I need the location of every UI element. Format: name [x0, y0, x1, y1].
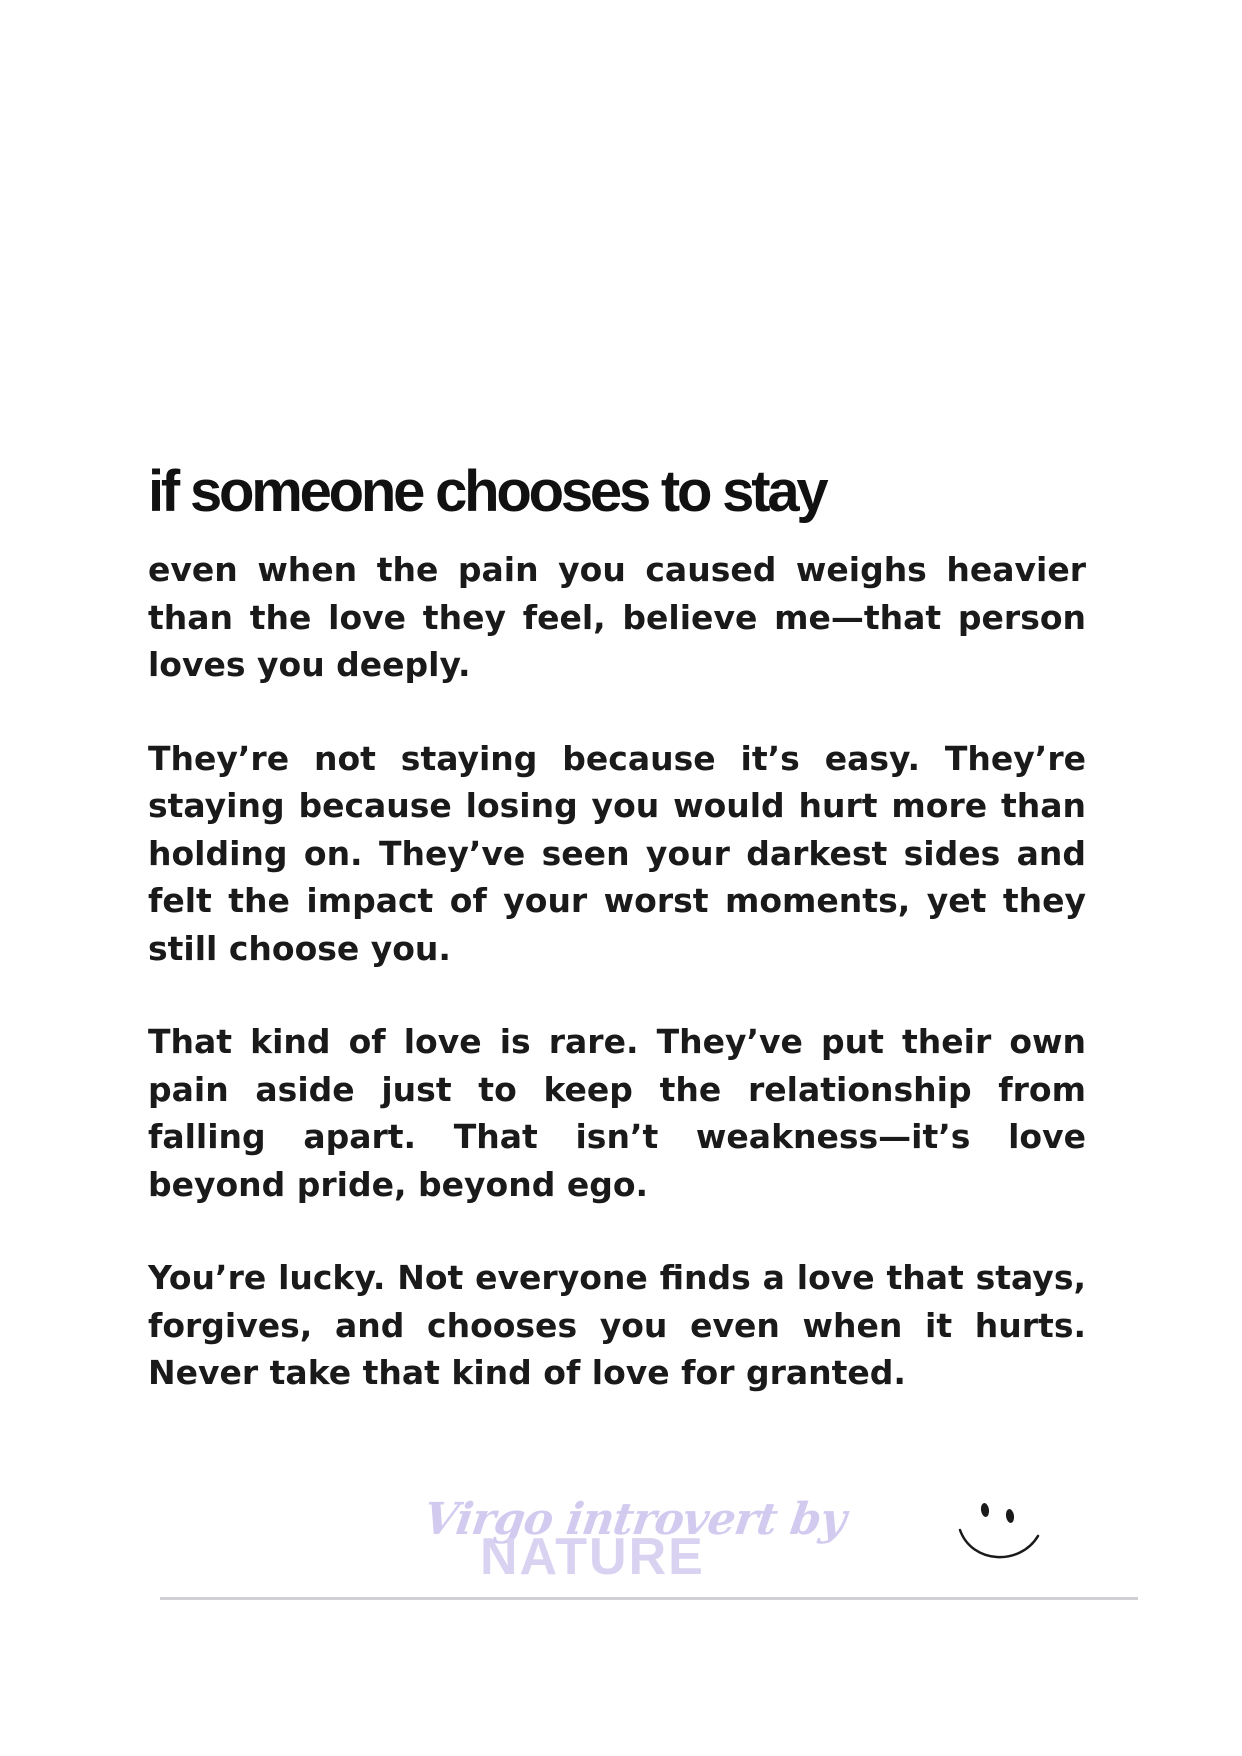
footer-divider: [160, 1597, 1138, 1600]
post-content: [148, 456, 1086, 1397]
brand-line-2: NATURE: [480, 1528, 705, 1586]
post-title: if someone chooses to stay: [148, 459, 826, 524]
brand-line-1: Virgo introvert by: [420, 1494, 849, 1545]
paragraph-1: even when the pain you caused weighs heavier than the love they feel, believe me—that person loves you deeply.: [148, 550, 1086, 684]
paragraph-4: You’re lucky. Not everyone finds a love that stays, forgives, and chooses you even when it hurts. Never take that kind of love for granted.: [148, 1258, 1086, 1392]
paragraph-3: That kind of love is rare. They’ve put their own pain aside just to keep the relationship from falling apart. That isn’t weakness—it’s love beyond pride, beyond ego.: [148, 1022, 1086, 1204]
paragraph-2: They’re not staying because it’s easy. They’re staying because losing you would hurt more than holding on. They’ve seen your darkest sides and felt the impact of your worst moments, yet they still choose you.: [148, 738, 1086, 968]
brand-watermark: [418, 1492, 849, 1586]
smiley-face-icon: [950, 1494, 1050, 1574]
